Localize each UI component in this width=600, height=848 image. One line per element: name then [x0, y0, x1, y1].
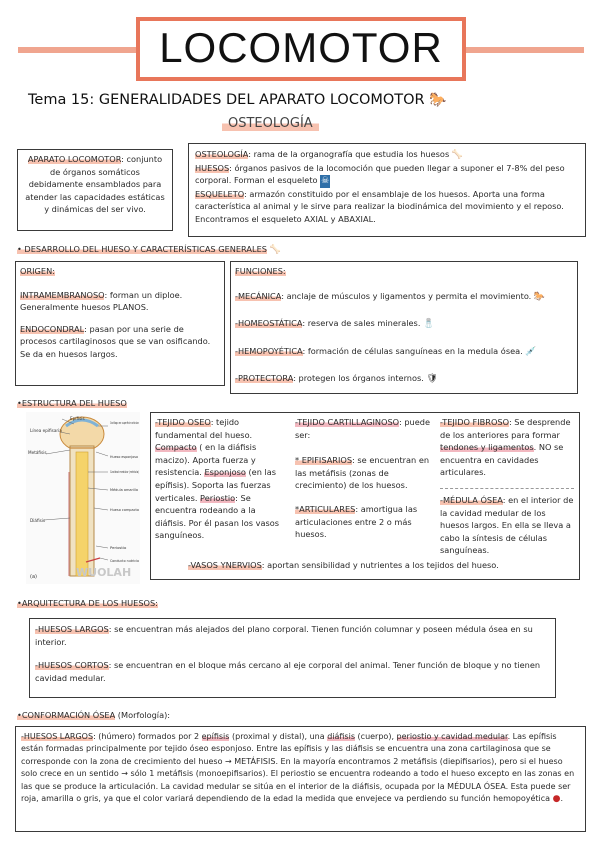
tendones-term: tendones y ligamentos — [440, 442, 534, 453]
funcion-term: -HOMEOSTÁTICA — [235, 318, 303, 329]
diagram-label-linea: Línea epifisaria — [30, 428, 62, 433]
esponjoso-text: (en las epífisis). Soporta las fuerzas verticales. — [155, 467, 277, 503]
origen-intramembranoso — [20, 289, 220, 314]
bone-icon: 🦴 — [269, 245, 281, 255]
huesos-cortos — [35, 659, 550, 684]
diagram-label-cartilago: Cartílago en superficie articular — [110, 420, 140, 425]
compacto-text: ( en la diáfisis macizo). Aporta fuerza y resistencia. — [155, 442, 257, 478]
diagram-label-metafisis: Metáfisis — [28, 450, 47, 455]
esponjoso-term: Esponjoso — [204, 467, 246, 478]
tejido-oseo — [155, 416, 285, 542]
def-text: : órganos pasivos de la locomoción que pueden llegar a suponer el 7-8% del peso corporal. Forman el esqueleto — [195, 162, 565, 186]
diagram-label-cavidad: Cavidad medular (médula) — [110, 469, 140, 474]
tejido-oseo-term: -TEJIDO OSEO — [155, 417, 211, 427]
compacto-term: Compacto — [155, 442, 197, 453]
origen-box — [15, 261, 225, 386]
origen-term: ENDOCONDRAL — [20, 323, 85, 334]
cartilaginoso-term: -TEJIDO CARTILLAGINOSO — [295, 417, 399, 427]
shield-icon: 🛡 — [426, 374, 438, 385]
diagram-label-conducto: Conducto nutricio — [110, 558, 140, 563]
diafisis-term: diáfisis — [327, 732, 355, 741]
topic-subheading — [222, 116, 319, 131]
conformacion-t2: (proximal y distal), una — [229, 732, 328, 741]
vasos-text: : aportan sensibilidad y nutrientes a los tejidos del hueso. — [261, 560, 499, 570]
origen-label-text: ORIGEN: — [20, 266, 55, 276]
topic-heading — [28, 92, 447, 108]
def-term: OSTEOLOGÍA — [195, 149, 249, 159]
arquitectura-heading-text: •ARQUITECTURA DE LOS HUESOS: — [17, 598, 158, 608]
conformacion-heading-suffix: (Morfología): — [115, 710, 171, 720]
origen-text: : forman un diploe. Generalmente huesos PLANOS. — [20, 289, 183, 313]
epifisarios-text: : se encuentran en las metáfisis (zonas de crecimiento) de los huesos. — [295, 455, 430, 491]
arquitectura-term: -HUESOS CORTOS — [35, 660, 109, 671]
origen-term: INTRAMEMBRANOSO — [20, 289, 105, 300]
fibroso-text: : Se desprende de los anteriores para formar — [440, 417, 571, 440]
funcion-text: : formación de células sanguíneas en la medula ósea. — [302, 345, 523, 356]
funcion-text: : reserva de sales minerales. — [302, 318, 421, 329]
arquitectura-text: : se encuentran más alejados del plano corporal. Tienen función columnar y poseen médula ósea en su interior. — [35, 624, 533, 647]
origen-endocondral — [20, 323, 220, 361]
cartilaginoso-articulares — [295, 503, 433, 541]
cartilaginoso-text: : puede ser: — [295, 417, 431, 440]
title-bar-left — [18, 47, 136, 53]
def-osteologia — [195, 148, 579, 162]
origen-label — [20, 265, 220, 278]
desarrollo-heading — [17, 243, 281, 257]
def-text: : armazón constituido por el ensamblaje de los huesos. Aporta una forma característica al animal y le sirve para realizar la biodinámica del movimiento y el reposo. Encontramos el esqueleto AXIAL y ABAXIAL. — [195, 188, 564, 224]
desarrollo-heading-text: • DESARROLLO DEL HUESO Y CARACTERÍSTICAS GENERALES — [17, 244, 267, 254]
medula-osea — [440, 494, 576, 557]
diagram-watermark: WUOLAH — [76, 566, 132, 579]
medula-divider — [440, 488, 574, 489]
periostio-term: Periostio — [200, 492, 236, 503]
funcion-term: -MECÁNICA — [235, 290, 282, 301]
articulares-text: : amortigua las articulaciones entre 2 o más huesos. — [295, 503, 418, 540]
diagram-label-epifisis: Epífisis — [70, 416, 85, 421]
diagram-label-periostio: Periostio — [110, 545, 127, 550]
funcion-protectora — [235, 372, 573, 386]
topic-heading-text: Tema 15: GENERALIDADES DEL APARATO LOCOMOTOR — [28, 92, 425, 108]
vasos-nervios — [188, 559, 499, 572]
aparato-term: APARATO LOCOMOTOR — [27, 154, 122, 164]
conformacion-box — [15, 726, 586, 832]
arquitectura-heading — [17, 597, 158, 610]
conformacion-term: -HUESOS LARGOS — [21, 732, 94, 741]
conformacion-text: -HUESOS LARGOS: (húmero) formados por 2 epífisis (proximal y distal), una diáfisis (cuerpo), periostio y cavidad medular. Las epífisis están formadas principalmente por tejido óseo esponjoso. Entre las epífisis y las diáfisis se encuentra una zona cartilaginosa que se corresponde con la zona de crecimiento del hueso → METÁFISIS. En la mayoría encontramos 2 metáfisis (diepifisarios), pero si el hueso solo crece en un sentido → sólo 1 metáfisis (monoepifisarios). El periostio se encuentra rodeando a todo el hueso excepto en las zonas en las que se produce la articulación. La cavidad medular se sitúa en el interior de la diáfisis, ocupada por la MÉDULA ÓSEA. Esta puede ser roja, amarilla o gris, ya que el color variará dependiendo de la edad la medida que envejece va perdiendo su función hemopoyética ●. — [21, 732, 575, 805]
blood-drop-icon: ● — [552, 794, 561, 805]
diagram-label-compacto: Hueso compacto — [110, 507, 140, 512]
medula-term: -MÉDULA ÓSEA — [440, 495, 503, 505]
bone-diagram-svg — [26, 412, 140, 584]
aparato-text — [22, 153, 168, 216]
fibroso-text2: . NO se encuentra en cavidades articulares. — [440, 442, 564, 478]
epifisarios-term: * EPIFISARIOS — [295, 455, 353, 466]
diagram-corner-label: (a) — [30, 574, 37, 580]
funcion-term: -PROTECTORA — [235, 373, 294, 384]
diagram-label-diafisis: Diáfisis — [30, 518, 46, 523]
funcion-mecanica — [235, 290, 573, 304]
skeleton-icon: ☠ — [321, 176, 330, 187]
horse-icon: 🐎 — [533, 291, 546, 302]
origen-text: : pasan por una serie de procesos cartilaginosos que se van osificando. Se da en huesos largos. — [20, 323, 211, 359]
vasos-term: -VASOS YNERVIOS — [188, 560, 262, 570]
epifisis-term: epífisis — [201, 732, 230, 741]
tejido-oseo-text: : tejido fundamental del hueso. — [155, 417, 253, 440]
aparato-desc: : conjunto de órganos somáticos debidamente ensamblados para atender las capacidades estáticas y dinámicas del ser vivo. — [25, 154, 165, 215]
diagram-label-esponjoso: Hueso esponjoso — [110, 454, 139, 459]
conformacion-t1: : (húmero) formados por 2 — [93, 732, 202, 741]
bone-icon: 🦴 — [451, 150, 464, 160]
periostio-cavidad-term: periostio y cavidad medular — [396, 732, 508, 741]
funciones-label — [235, 265, 573, 278]
cartilaginoso-epifisarios — [295, 454, 433, 492]
title-bar-right — [466, 47, 584, 53]
arquitectura-term: -HUESOS LARGOS — [35, 624, 109, 634]
funcion-homeostatica — [235, 317, 573, 331]
cartilaginoso-intro — [295, 416, 433, 441]
definitions-box — [188, 143, 586, 237]
def-term: HUESOS — [195, 162, 230, 173]
page-title: LOCOMOTOR — [159, 24, 443, 71]
diagram-label-medula: Médula amarilla — [110, 487, 138, 492]
funcion-hemopoyetica — [235, 345, 573, 359]
estructura-heading-text: •ESTRUCTURA DEL HUESO — [17, 398, 127, 408]
conformacion-heading — [17, 709, 170, 722]
funciones-label-text: FUNCIONES: — [235, 266, 286, 276]
horse-icon: 🐎 — [429, 92, 447, 108]
def-text: : rama de la organografía que estudia los huesos — [248, 149, 450, 159]
salt-icon: 🧂 — [423, 319, 435, 330]
tejido-fibroso — [440, 416, 576, 479]
funciones-box — [230, 261, 578, 394]
aparato-box — [17, 149, 173, 231]
def-esqueleto — [195, 188, 579, 226]
tejido-cartilaginoso — [295, 416, 433, 541]
arquitectura-box — [29, 618, 556, 698]
syringe-icon: 💉 — [525, 346, 537, 357]
periostio-text: : Se encuentra rodeando a la diáfisis. Por él pasan los vasos sanguíneos. — [155, 492, 280, 541]
def-huesos — [195, 162, 579, 188]
huesos-largos — [35, 623, 550, 648]
funcion-text: : protegen los órganos internos. — [293, 373, 424, 384]
conformacion-heading-text: •CONFORMACIÓN ÓSEA — [17, 710, 116, 720]
articulares-term: *ARTICULARES — [295, 503, 356, 514]
medula-text: : en el interior de la cavidad medular de los huesos largos. En ella se lleva a cabo la síntesis de células sanguíneas. — [440, 495, 574, 556]
bone-diagram — [26, 412, 140, 584]
fibroso-term: -TEJIDO FIBROSO — [440, 417, 509, 427]
conformacion-t3: (cuerpo), — [355, 732, 397, 741]
def-term: ESQUELETO — [195, 188, 245, 199]
estructura-heading — [17, 397, 127, 410]
arquitectura-text: : se encuentran en el bloque más cercano al eje corporal del animal. Tener función de bloque y no tienen cavidad medular. — [35, 660, 541, 683]
funcion-term: -HEMOPOYÉTICA — [235, 345, 303, 356]
conformacion-t4: . Las epífisis están formadas principalmente por tejido óseo esponjoso. Entre las epífisis y las diáfisis se encuentra una zona cartilaginosa que se corresponde con la zona de crecimiento del hueso → METÁFISIS. En la mayoría encontramos 2 metáfisis (diepifisarios), pero si el hueso solo crece en un sentido → sólo 1 metáfisis (monoepifisarios). El periostio se encuentra rodeando a todo el hueso excepto en las zonas en las que se produce la articulación. La cavidad medular se sitúa en el interior de la diáfisis, ocupada por la MÉDULA ÓSEA. Esta puede ser roja, amarilla o gris, ya que el color variará dependiendo de la edad la medida que envejece va perdiendo su función hemopoyética — [21, 732, 575, 804]
funcion-text: : anclaje de músculos y ligamentos y permita el movimiento. — [281, 290, 532, 301]
topic-subheading-text: OSTEOLOGÍA — [228, 116, 313, 131]
